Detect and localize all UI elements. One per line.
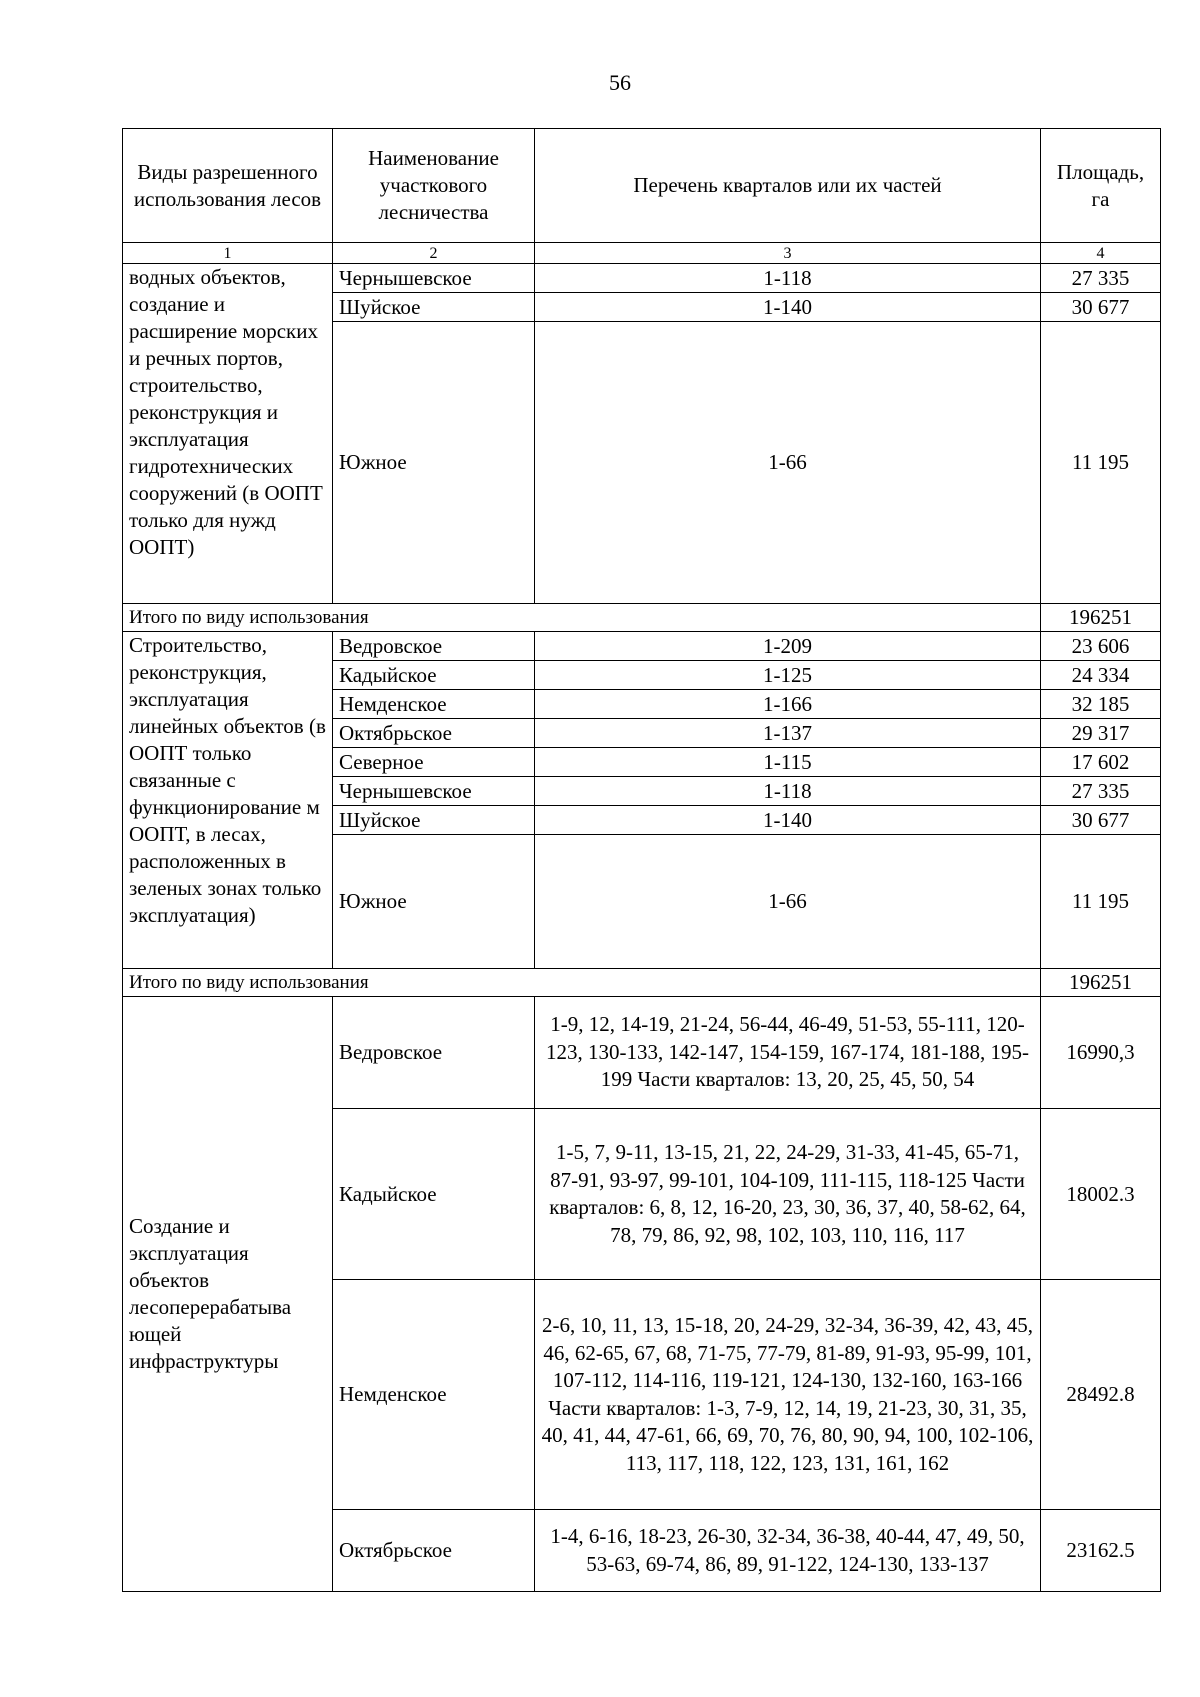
- quarters-cell: 1-137: [535, 719, 1041, 748]
- column-number: 3: [535, 243, 1041, 264]
- column-number: 1: [123, 243, 333, 264]
- area-cell: 29 317: [1041, 719, 1161, 748]
- forestry-cell: Шуйское: [333, 293, 535, 322]
- total-row: [123, 969, 1161, 997]
- area-cell: 28492.8: [1041, 1280, 1161, 1510]
- column-number: 2: [333, 243, 535, 264]
- quarters-cell: 1-9, 12, 14-19, 21-24, 56-44, 46-49, 51-53, 55-111, 120-123, 130-133, 142-147, 154-159, 167-174, 181-188, 195-199 Части кварталов: 13, 20, 25, 45, 50, 54: [535, 997, 1041, 1109]
- area-cell: 27 335: [1041, 777, 1161, 806]
- forestry-cell: Ведровское: [333, 997, 535, 1109]
- area-cell: 11 195: [1041, 322, 1161, 604]
- total-value: 196251: [1041, 969, 1161, 997]
- forestry-cell: Шуйское: [333, 806, 535, 835]
- area-cell: 32 185: [1041, 690, 1161, 719]
- total-value: 196251: [1041, 604, 1161, 632]
- forestry-cell: Северное: [333, 748, 535, 777]
- forestry-cell: Южное: [333, 322, 535, 604]
- header-area: Площадь, га: [1041, 129, 1161, 243]
- quarters-cell: 1-4, 6-16, 18-23, 26-30, 32-34, 36-38, 40-44, 47, 49, 50, 53-63, 69-74, 86, 89, 91-122, 124-130, 133-137: [535, 1510, 1041, 1592]
- area-cell: 17 602: [1041, 748, 1161, 777]
- total-label: Итого по виду использования: [123, 969, 1041, 997]
- forestry-cell: Кадыйское: [333, 661, 535, 690]
- header-quarters: Перечень кварталов или их частей: [535, 129, 1041, 243]
- quarters-cell: 1-5, 7, 9-11, 13-15, 21, 22, 24-29, 31-33, 41-45, 65-71, 87-91, 93-97, 99-101, 104-109, 111-115, 118-125 Части кварталов: 6, 8, 12, 16-20, 23, 30, 36, 37, 40, 58-62, 64, 78, 79, 86, 92, 98, 102, 103, 110, 116, 117: [535, 1109, 1041, 1280]
- forestry-cell: Кадыйское: [333, 1109, 535, 1280]
- quarters-cell: 1-125: [535, 661, 1041, 690]
- forestry-cell: Немденское: [333, 690, 535, 719]
- area-cell: 27 335: [1041, 264, 1161, 293]
- page-number: 56: [609, 70, 631, 95]
- table-row: [123, 264, 1161, 293]
- quarters-cell: 1-140: [535, 806, 1041, 835]
- forestry-cell: Немденское: [333, 1280, 535, 1510]
- use-kind-cell: водных объектов, создание и расширение морских и речных портов, строительство, реконструкция и эксплуатация гидротехнических сооружений (в ООПТ только для нужд ООПТ): [123, 264, 333, 604]
- quarters-cell: 1-66: [535, 322, 1041, 604]
- area-cell: 18002.3: [1041, 1109, 1161, 1280]
- forestry-cell: Чернышевское: [333, 264, 535, 293]
- quarters-cell: 2-6, 10, 11, 13, 15-18, 20, 24-29, 32-34, 36-39, 42, 43, 45, 46, 62-65, 67, 68, 71-75, 77-79, 81-89, 91-93, 95-99, 101, 107-112, 114-116, 119-121, 124-130, 132-160, 163-166 Части кварталов: 1-3, 7-9, 12, 14, 19, 21-23, 30, 31, 35, 40, 41, 44, 47-61, 66, 69, 70, 76, 80, 90, 94, 100, 102-106, 113, 117, 118, 122, 123, 131, 161, 162: [535, 1280, 1041, 1510]
- area-cell: 11 195: [1041, 835, 1161, 969]
- forestry-cell: Октябрьское: [333, 1510, 535, 1592]
- total-row: [123, 604, 1161, 632]
- use-kind-cell: Создание и эксплуатация объектов лесоперерабатыва ющей инфраструктуры: [123, 997, 333, 1592]
- column-number: 4: [1041, 243, 1161, 264]
- area-cell: 30 677: [1041, 293, 1161, 322]
- area-cell: 30 677: [1041, 806, 1161, 835]
- area-cell: 23 606: [1041, 632, 1161, 661]
- table-header-row: [123, 129, 1161, 243]
- forestry-cell: Ведровское: [333, 632, 535, 661]
- table-row: [123, 997, 1161, 1109]
- header-forestry: Наименование участкового лесничества: [333, 129, 535, 243]
- quarters-cell: 1-140: [535, 293, 1041, 322]
- forestry-cell: Октябрьское: [333, 719, 535, 748]
- quarters-cell: 1-115: [535, 748, 1041, 777]
- forestry-cell: Чернышевское: [333, 777, 535, 806]
- quarters-cell: 1-166: [535, 690, 1041, 719]
- quarters-cell: 1-118: [535, 264, 1041, 293]
- forestry-cell: Южное: [333, 835, 535, 969]
- area-cell: 24 334: [1041, 661, 1161, 690]
- column-number-row: [123, 243, 1161, 264]
- table-row: [123, 632, 1161, 661]
- area-cell: 23162.5: [1041, 1510, 1161, 1592]
- use-kind-cell: Строительство, реконструкция, эксплуатация линейных объектов (в ООПТ только связанные с функционирование м ООПТ, в лесах, расположенных в зеленых зонах только эксплуатация): [123, 632, 333, 969]
- area-cell: 16990,3: [1041, 997, 1161, 1109]
- total-label: Итого по виду использования: [123, 604, 1041, 632]
- forest-use-table: [122, 128, 1161, 1592]
- quarters-cell: 1-209: [535, 632, 1041, 661]
- quarters-cell: 1-118: [535, 777, 1041, 806]
- quarters-cell: 1-66: [535, 835, 1041, 969]
- header-use-kind: Виды разрешенного использования лесов: [123, 129, 333, 243]
